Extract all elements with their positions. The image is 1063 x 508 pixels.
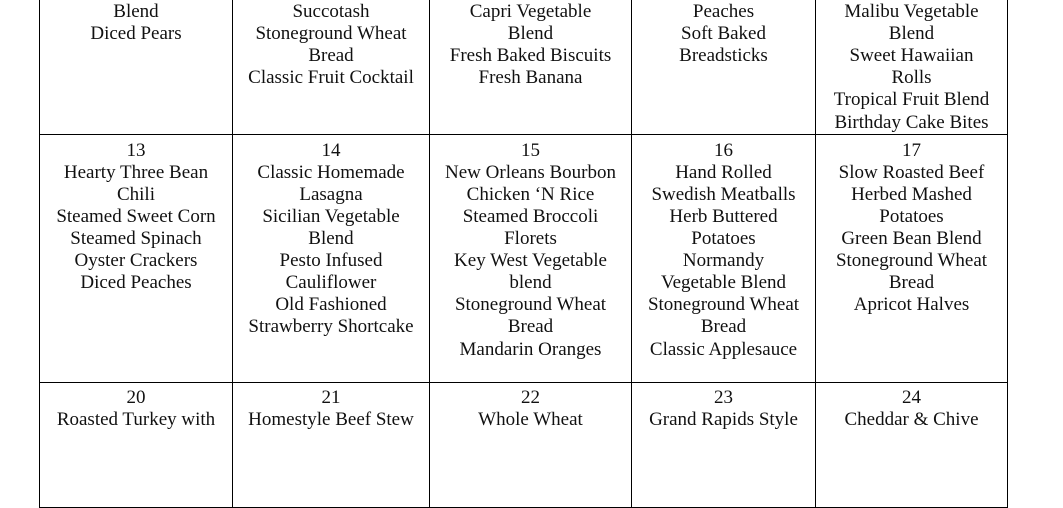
- day-cell: [430, 134, 632, 382]
- menu-item-line: Green Bean Blend: [841, 228, 982, 250]
- day-number: 15: [521, 139, 540, 161]
- menu-item-line: Stoneground Wheat: [255, 23, 407, 45]
- menu-item-line: Swedish Meatballs: [651, 183, 796, 205]
- menu-item-line: Capri Vegetable: [469, 1, 592, 23]
- day-cell: [632, 134, 816, 382]
- menu-item-line: Chicken ‘N Rice: [466, 183, 595, 205]
- menu-item-line: Key West Vegetable: [454, 250, 607, 272]
- menu-item-line: Bread: [700, 316, 747, 338]
- day-number: 22: [521, 386, 540, 408]
- menu-item-line: Whole Wheat: [478, 408, 583, 430]
- day-cell: [632, 382, 816, 507]
- menu-item-line: Steamed Broccoli: [462, 205, 599, 227]
- day-cell: [430, 0, 632, 134]
- menu-item-line: Sicilian Vegetable: [262, 205, 400, 227]
- day-number: 14: [321, 139, 341, 161]
- day-number: 24: [902, 386, 921, 408]
- menu-item-line: Roasted Turkey with: [56, 408, 216, 430]
- day-cell: [233, 0, 430, 134]
- menu-item-line: Rolls: [891, 67, 932, 89]
- menu-item-line: Diced Pears: [90, 23, 182, 45]
- menu-item-line: Bread: [507, 316, 554, 338]
- week-row: [40, 134, 1008, 382]
- day-cell: [430, 382, 632, 507]
- menu-item-line: Fresh Banana: [478, 67, 583, 89]
- menu-item-line: Cauliflower: [285, 272, 377, 294]
- day-cell: [233, 134, 430, 382]
- day-cell: [40, 134, 233, 382]
- menu-item-line: Grand Rapids Style: [649, 408, 798, 430]
- menu-item-line: Blend: [888, 23, 935, 45]
- menu-item-line: Stoneground Wheat: [647, 294, 800, 316]
- menu-item-line: Blend: [113, 1, 159, 23]
- menu-item-line: Potatoes: [691, 228, 756, 250]
- menu-item-line: Oyster Crackers: [74, 250, 198, 272]
- menu-item-line: Tropical Fruit Blend: [833, 89, 990, 111]
- menu-item-line: Classic Applesauce: [649, 338, 798, 360]
- menu-item-line: Breadsticks: [679, 45, 768, 67]
- menu-item-line: Blend: [507, 23, 554, 45]
- menu-item-line: Chili: [116, 183, 155, 205]
- menu-item-line: Herbed Mashed: [851, 183, 972, 205]
- menu-item-line: Cheddar & Chive: [844, 408, 979, 430]
- menu-item-line: Malibu Vegetable: [844, 1, 979, 23]
- menu-item-line: Stoneground Wheat: [835, 250, 988, 272]
- menu-item-line: Classic Homemade: [257, 161, 405, 183]
- menu-item-line: Slow Roasted Beef: [838, 161, 985, 183]
- menu-item-line: Potatoes: [879, 205, 944, 227]
- menu-item-line: Lasagna: [299, 183, 363, 205]
- day-number: 21: [321, 386, 341, 408]
- menu-item-line: Hearty Three Bean: [63, 161, 209, 183]
- menu-item-line: Hand Rolled: [675, 161, 772, 183]
- menu-calendar-table: [39, 0, 1008, 508]
- menu-item-line: Apricot Halves: [853, 294, 970, 316]
- day-number: 16: [714, 139, 733, 161]
- day-number: 20: [126, 386, 146, 408]
- menu-item-line: Bread: [888, 272, 935, 294]
- day-number: 13: [126, 139, 146, 161]
- day-cell: [816, 382, 1008, 507]
- menu-item-line: Bread: [308, 45, 354, 67]
- menu-item-line: Diced Peaches: [80, 272, 192, 294]
- menu-item-line: Peaches: [692, 1, 755, 23]
- menu-item-line: Birthday Cake Bites: [834, 111, 989, 133]
- week-row: [40, 0, 1008, 134]
- menu-item-line: Blend: [308, 228, 354, 250]
- day-cell: [632, 0, 816, 134]
- menu-item-line: Pesto Infused: [279, 250, 383, 272]
- menu-item-line: New Orleans Bourbon: [445, 161, 616, 183]
- week-row: [40, 382, 1008, 507]
- menu-item-line: Succotash: [292, 1, 370, 23]
- day-cell: [816, 134, 1008, 382]
- menu-item-line: Herb Buttered: [669, 205, 778, 227]
- day-number: 17: [902, 139, 921, 161]
- menu-item-line: Mandarin Oranges: [459, 338, 602, 360]
- menu-item-line: Homestyle Beef Stew: [248, 408, 414, 430]
- menu-item-line: Fresh Baked Biscuits: [449, 45, 612, 67]
- day-cell: [816, 0, 1008, 134]
- menu-item-line: Steamed Spinach: [70, 228, 202, 250]
- menu-item-line: Florets: [504, 228, 557, 250]
- day-cell: [233, 382, 430, 507]
- menu-item-line: Normandy: [682, 250, 765, 272]
- day-cell: [40, 0, 233, 134]
- day-number: 23: [714, 386, 733, 408]
- menu-item-line: blend: [509, 272, 552, 294]
- menu-item-line: Old Fashioned: [275, 294, 387, 316]
- menu-item-line: Sweet Hawaiian: [849, 45, 974, 67]
- menu-item-line: Steamed Sweet Corn: [56, 205, 216, 227]
- day-cell: [40, 382, 233, 507]
- menu-item-line: Soft Baked: [681, 23, 766, 45]
- menu-item-line: Strawberry Shortcake: [248, 316, 414, 338]
- menu-item-line: Vegetable Blend: [660, 272, 787, 294]
- menu-item-line: Stoneground Wheat: [454, 294, 607, 316]
- menu-item-line: Classic Fruit Cocktail: [248, 67, 414, 89]
